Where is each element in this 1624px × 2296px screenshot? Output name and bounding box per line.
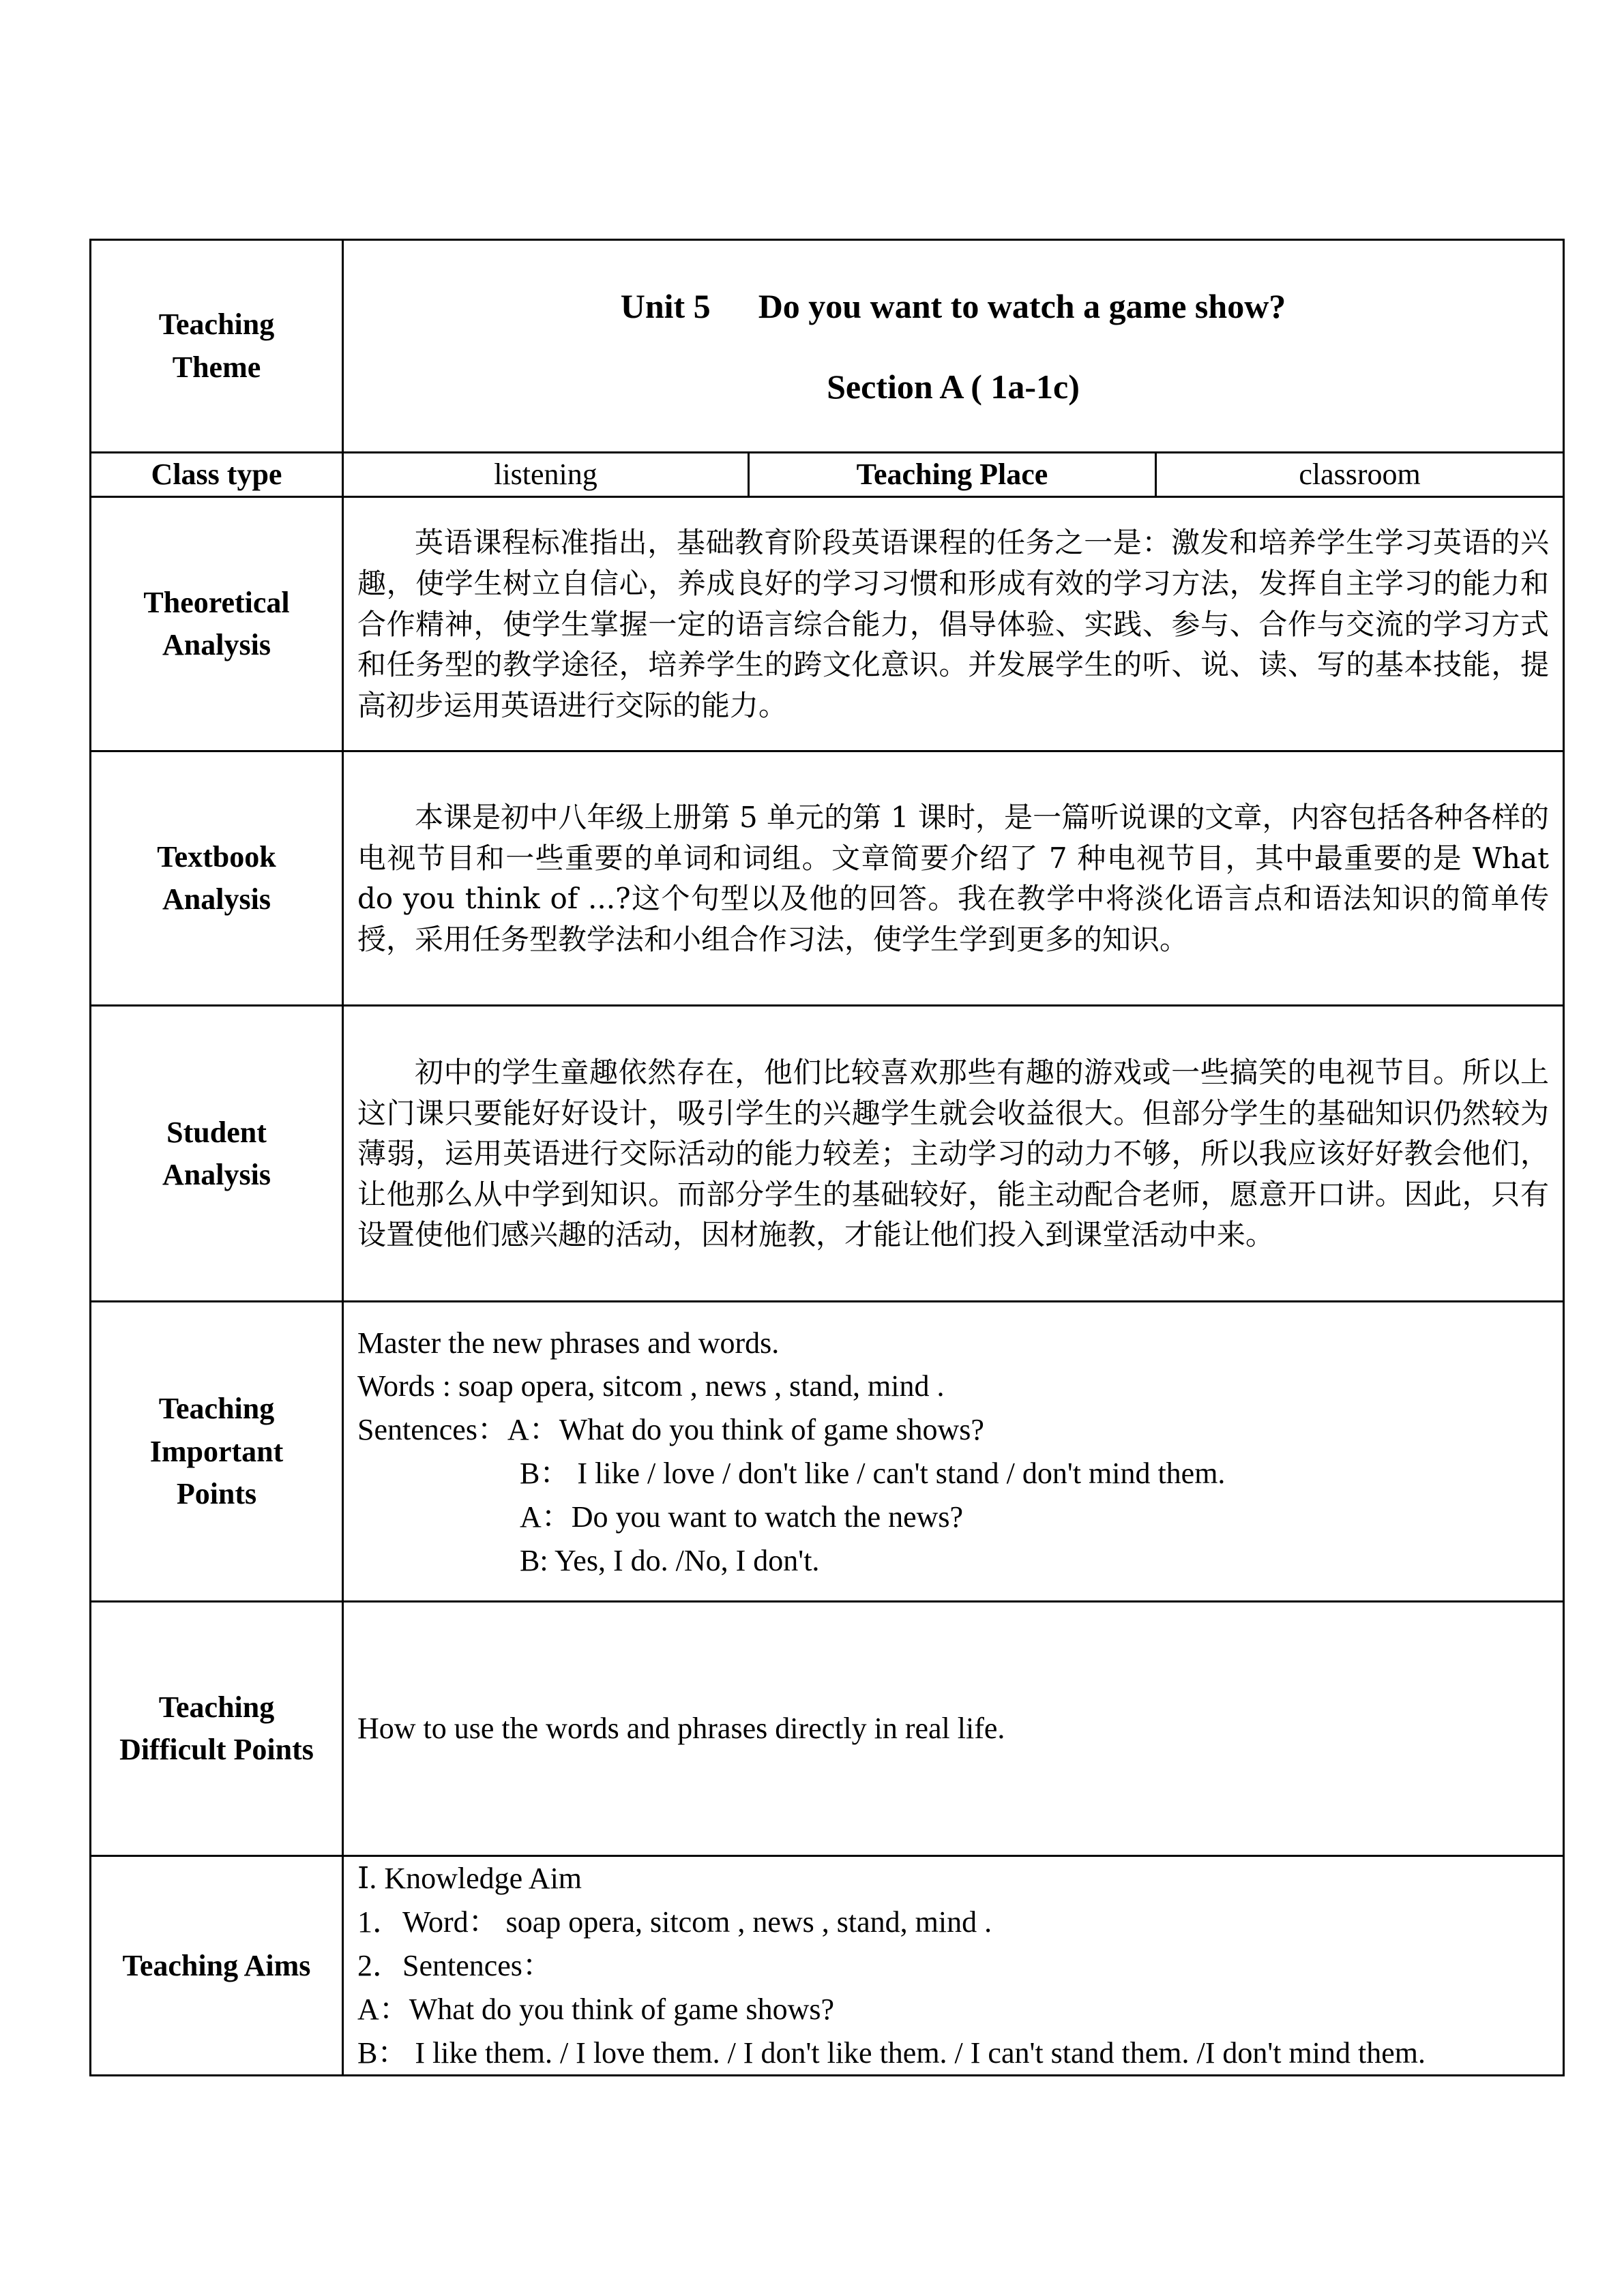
- label-textbook-analysis: Textbook Analysis: [91, 751, 343, 1006]
- teaching-theme-content: [343, 240, 1564, 453]
- unit-title: Unit 5: [620, 286, 711, 325]
- teaching-important-points-content: [343, 1302, 1564, 1602]
- aims-line: A：What do you think of game shows?: [357, 1992, 834, 2026]
- aims-line: Ⅰ. Knowledge Aim: [357, 1862, 582, 1896]
- label-teaching-theme: Teaching Theme: [91, 240, 343, 453]
- lesson-plan-table: [89, 239, 1565, 2076]
- section-title: Section A ( 1a-1c): [827, 367, 1080, 406]
- row-theoretical-analysis: [91, 497, 1564, 751]
- row-student-analysis: [91, 1006, 1564, 1302]
- label-theoretical-analysis: Theoretical Analysis: [91, 497, 343, 751]
- aims-line: 1．Word： soap opera, sitcom , news , stand, mind .: [357, 1905, 992, 1939]
- unit-question: Do you want to watch a game show?: [758, 286, 1286, 325]
- label-teaching-difficult-points: Teaching Difficult Points: [91, 1602, 343, 1856]
- important-line: B： I like / love / don't like / can't stand / don't mind them.: [520, 1456, 1226, 1490]
- row-class-type: [91, 453, 1564, 497]
- label-student-analysis: Student Analysis: [91, 1006, 343, 1302]
- row-teaching-important-points: [91, 1302, 1564, 1602]
- aims-line: B： I like them. / I love them. / I don't like them. / I can't stand them. /I don't mind them.: [357, 2036, 1426, 2070]
- row-teaching-theme: [91, 240, 1564, 453]
- label-class-type: Class type: [91, 453, 343, 497]
- label-teaching-aims: Teaching Aims: [91, 1856, 343, 2076]
- student-analysis-text: 初中的学生童趣依然存在，他们比较喜欢那些有趣的游戏或一些搞笑的电视节目。所以上这门课只要能好好设计，吸引学生的兴趣学生就会收益很大。但部分学生的基础知识仍然较为薄弱，运用英语进行交际活动的能力较差；主动学习的动力不够，所以我应该好好教会他们，让他那么从中学到知识。而部分学生的基础较好，能主动配合老师，愿意开口讲。因此，只有设置使他们感兴趣的活动，因材施教，才能让他们投入到课堂活动中来。: [343, 1006, 1564, 1302]
- important-line: Master the new phrases and words.: [357, 1326, 780, 1360]
- label-teaching-important-points: Teaching Important Points: [91, 1302, 343, 1602]
- teaching-aims-content: [343, 1856, 1564, 2076]
- important-line: Words : soap opera, sitcom , news , stand, mind .: [357, 1369, 945, 1403]
- aims-line: 2．Sentences：: [357, 1949, 552, 1983]
- theoretical-analysis-text: 英语课程标准指出，基础教育阶段英语课程的任务之一是：激发和培养学生学习英语的兴趣，使学生树立自信心，养成良好的学习习惯和形成有效的学习方法，发挥自主学习的能力和合作精神，使学生掌握一定的语言综合能力，倡导体验、实践、参与、合作与交流的学习方式和任务型的教学途径，培养学生的跨文化意识。并发展学生的听、说、读、写的基本技能，提高初步运用英语进行交际的能力。: [343, 497, 1564, 751]
- class-type-value: listening: [343, 453, 749, 497]
- row-teaching-difficult-points: [91, 1602, 1564, 1856]
- row-teaching-aims: [91, 1856, 1564, 2076]
- important-line: A：Do you want to watch the news?: [520, 1500, 964, 1534]
- teaching-difficult-points-text: How to use the words and phrases directly in real life.: [343, 1602, 1564, 1856]
- important-line: B: Yes, I do. /No, I don't.: [520, 1543, 820, 1577]
- teaching-place-value: classroom: [1156, 453, 1564, 497]
- textbook-analysis-text: 本课是初中八年级上册第 5 单元的第 1 课时，是一篇听说课的文章，内容包括各种各样的电视节目和一些重要的单词和词组。文章简要介绍了 7 种电视节目，其中最重要的是 What do you think of ...?这个句型以及他的回答。我在教学中将淡化语言点和语法知识的简单传授，采用任务型教学法和小组合作习法，使学生学到更多的知识。: [343, 751, 1564, 1006]
- important-line: Sentences：A：What do you think of game shows?: [357, 1413, 984, 1447]
- label-teaching-place: Teaching Place: [749, 453, 1156, 497]
- row-textbook-analysis: [91, 751, 1564, 1006]
